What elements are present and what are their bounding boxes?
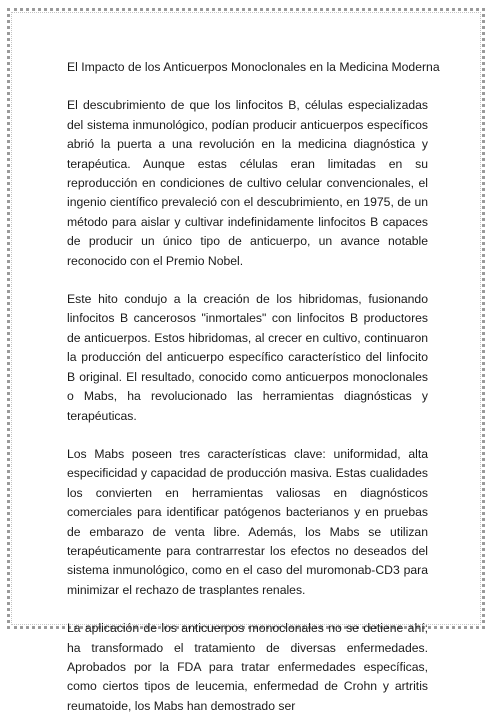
paragraph-1: El descubrimiento de que los linfocitos B, células especializadas del sistema inmunológico, podían producir anticuerpos específicos abrió la puerta a una revolución en la medicina diagnóstica y terapéutica. Aunque estas células eran limitadas en su reproducción en condiciones de cultivo celular convencionales, el ingenio científico prevaleció con el descubrimiento, en 1975, de un método para aislar y cultivar indefinidamente linfocitos B capaces de producir un único tipo de anticuerpo, un avance notable reconocido con el Premio Nobel. — [67, 98, 428, 268]
paragraph-2: Este hito condujo a la creación de los hibridomas, fusionando linfocitos B cancerosos "inmortales" con linfocitos B productores de anticuerpos. Estos hibridomas, al crecer en cultivo, continuaron la producción del anticuerpo específico característico del linfocito B original. El resultado, conocido como anticuerpos monoclonales o Mabs, ha revolucionado las herramientas diagnósticas y terapéuticas. — [67, 292, 428, 423]
document-body — [67, 58, 440, 716]
document-title: El Impacto de los Anticuerpos Monoclonales en la Medicina Moderna — [67, 60, 440, 74]
paragraph-3: Los Mabs poseen tres características clave: uniformidad, alta especificidad y capacidad de producción masiva. Estas cualidades los convierten en herramientas valiosas en diagnósticos comerciales para identificar patógenos bacterianos y en pruebas de embarazo de venta libre. Además, los Mabs se utilizan terapéuticamente para contrarrestar los efectos no deseados del sistema inmunológico, como en el caso del muromonab-CD3 para minimizar el rechazo de trasplantes renales. — [67, 446, 428, 597]
paragraph-4: La aplicación de los anticuerpos monoclonales no se detiene ahí; ha transformado el tratamiento de diversas enfermedades. Aprobados por la FDA para tratar enfermedades específicas, como ciertos tipos de leucemia, enfermedad de Crohn y artritis reumatoide, los Mabs han demostrado ser — [67, 621, 428, 713]
